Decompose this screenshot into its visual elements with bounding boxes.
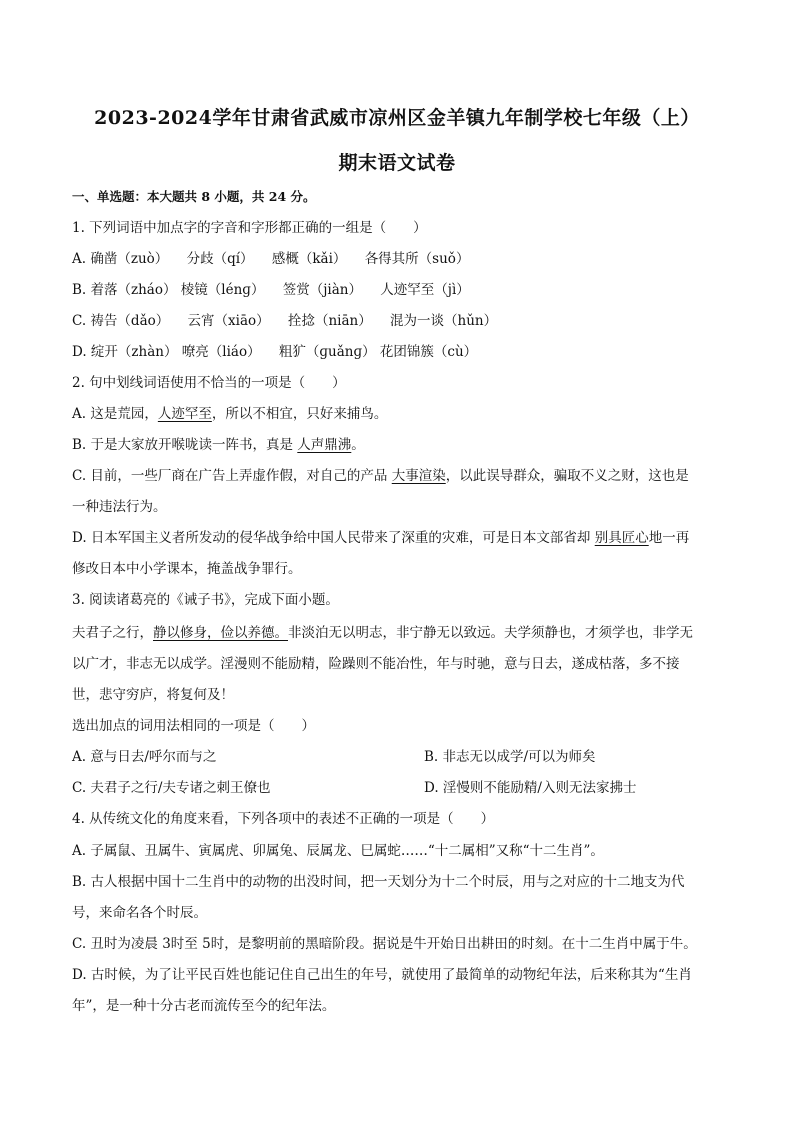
- q4-option-b-line2: 号，来命名各个时辰。: [72, 905, 207, 921]
- q3-subquestion: 选出加点的词用法相同的一项是（ ）: [72, 718, 315, 734]
- q4-option-d-line2: 年”，是一种十分古老而流传至今的纪年法。: [72, 998, 336, 1014]
- q1-a-word3: 感概（kǎi）: [271, 251, 347, 267]
- q2-b-text-end: 。: [351, 437, 365, 453]
- exam-title-line2: 期末语文试卷: [338, 152, 456, 174]
- q1-c-word1: C. 祷告（dǎo）: [72, 313, 170, 329]
- q2-a-text: A. 这是荒园，: [72, 406, 158, 422]
- q4-stem: 4. 从传统文化的角度来看，下列各项中的表述不正确的一项是（ ）: [72, 811, 495, 827]
- q3-option-d: D. 淫慢则不能励精/入则无法家拂士: [424, 780, 637, 796]
- q3-option-c: C. 夫君子之行/夫专诸之刺王僚也: [72, 780, 271, 796]
- q4-option-a: A. 子属鼠、丑属牛、寅属虎、卯属兔、辰属龙、巳属蛇……“十二属相”又称“十二生肖”。: [72, 843, 604, 859]
- q1-stem: 1. 下列词语中加点字的字音和字形都正确的一组是（ ）: [72, 220, 427, 236]
- q1-option-c: [72, 312, 497, 330]
- q1-a-word1: A. 确凿（zuò）: [72, 251, 169, 267]
- q1-b-word3: 签赏（jiàn）: [282, 282, 362, 298]
- q3-passage-line3: 世，悲守穷庐，将复何及！: [72, 687, 234, 703]
- q3-options-row1: [72, 748, 596, 766]
- q2-option-d: [72, 529, 689, 547]
- q1-a-word2: 分歧（qí）: [186, 251, 254, 267]
- q4-option-c: C. 丑时为凌晨 3时至 5时，是黎明前的黑暗阶段。据说是牛开始日出耕田的时刻。在十二生肖中属于牛。: [72, 936, 697, 952]
- q2-b-underlined: 人声鼎沸: [297, 437, 352, 453]
- q2-option-c: [72, 467, 689, 485]
- q1-c-word3: 拴捻（niān）: [287, 313, 372, 329]
- q3-passage-line1: [72, 624, 693, 642]
- q1-option-b: [72, 281, 470, 299]
- q1-d-word1: D. 绽开（zhàn）: [72, 344, 178, 360]
- q3-passage-text-end: 非淡泊无以明志，非宁静无以致远。夫学须静也，才须学也，非学无: [288, 625, 693, 641]
- q2-a-underlined: 人迹罕至: [157, 406, 212, 422]
- q1-b-word2: 棱镜（lénɡ）: [180, 282, 265, 298]
- q3-passage-text: 夫君子之行，: [72, 625, 153, 641]
- q2-option-b: [72, 436, 365, 454]
- section-heading: 一、单选题：本大题共 8 小题，共 24 分。: [72, 189, 316, 204]
- q1-a-word4: 各得其所（suǒ）: [364, 251, 470, 267]
- q3-options-row2: [72, 779, 637, 797]
- q4-option-b-line1: B. 古人根据中国十二生肖中的动物的出没时间，把一天划分为十二个时辰，用与之对应的十二地支为代: [72, 874, 685, 890]
- q2-d-text: D. 日本军国主义者所发动的侵华战争给中国人民带来了深重的灾难，可是日本文部省却: [72, 530, 595, 546]
- q2-d-underlined: 别具匠心: [594, 530, 649, 546]
- q2-stem: 2. 句中划线词语使用不恰当的一项是（ ）: [72, 375, 346, 391]
- q3-option-a: A. 意与日去/呼尔而与之: [72, 749, 217, 765]
- q2-c-text: C. 目前，一些厂商在广告上弄虚作假，对自己的产品: [72, 468, 392, 484]
- q2-a-text-end: ，所以不相宜，只好来捕鸟。: [211, 406, 388, 422]
- q1-b-word4: 人迹罕至（jì）: [380, 282, 470, 298]
- q2-option-c-line2: 一种违法行为。: [72, 499, 167, 515]
- q2-c-underlined: 大事渲染: [391, 468, 446, 484]
- q3-passage-line2: 以广才，非志无以成学。淫漫则不能励精，险躁则不能冶性，年与时驰，意与日去，遂成枯落，多不接: [72, 656, 680, 672]
- q4-option-d-line1: D. 古时候，为了让平民百姓也能记住自己出生的年号，就使用了最简单的动物纪年法，后来称其为“生肖: [72, 967, 692, 983]
- q2-option-a: [72, 405, 387, 423]
- q2-b-text: B. 于是大家放开喉咙读一阵书，真是: [72, 437, 298, 453]
- q1-c-word4: 混为一谈（hǔn）: [390, 313, 498, 329]
- q1-option-d: [72, 343, 477, 361]
- q3-stem: 3. 阅读诸葛亮的《诫子书》，完成下面小题。: [72, 592, 339, 608]
- q1-d-word2: 嘹亮（liáo）: [181, 344, 261, 360]
- q1-c-word2: 云宵（xiāo）: [187, 313, 270, 329]
- exam-title-line1: 2023-2024学年甘肃省武威市凉州区金羊镇九年制学校七年级（上）: [94, 107, 700, 129]
- q1-option-a: [72, 250, 469, 268]
- q2-d-text-end: 地一再: [648, 530, 690, 546]
- q3-option-b: B. 非志无以成学/可以为师矣: [424, 749, 596, 765]
- q1-d-word4: 花团锦簇（cù）: [379, 344, 478, 360]
- q1-b-word1: B. 着落（zháo）: [72, 282, 177, 298]
- q3-passage-underlined: 静以修身，俭以养德。: [153, 625, 288, 641]
- q2-option-d-line2: 修改日本中小学课本，掩盖战争罪行。: [72, 561, 302, 577]
- q2-c-text-end: ，以此误导群众，骗取不义之财，这也是: [445, 468, 689, 484]
- q1-d-word3: 粗犷（ɡuǎnɡ）: [278, 344, 376, 360]
